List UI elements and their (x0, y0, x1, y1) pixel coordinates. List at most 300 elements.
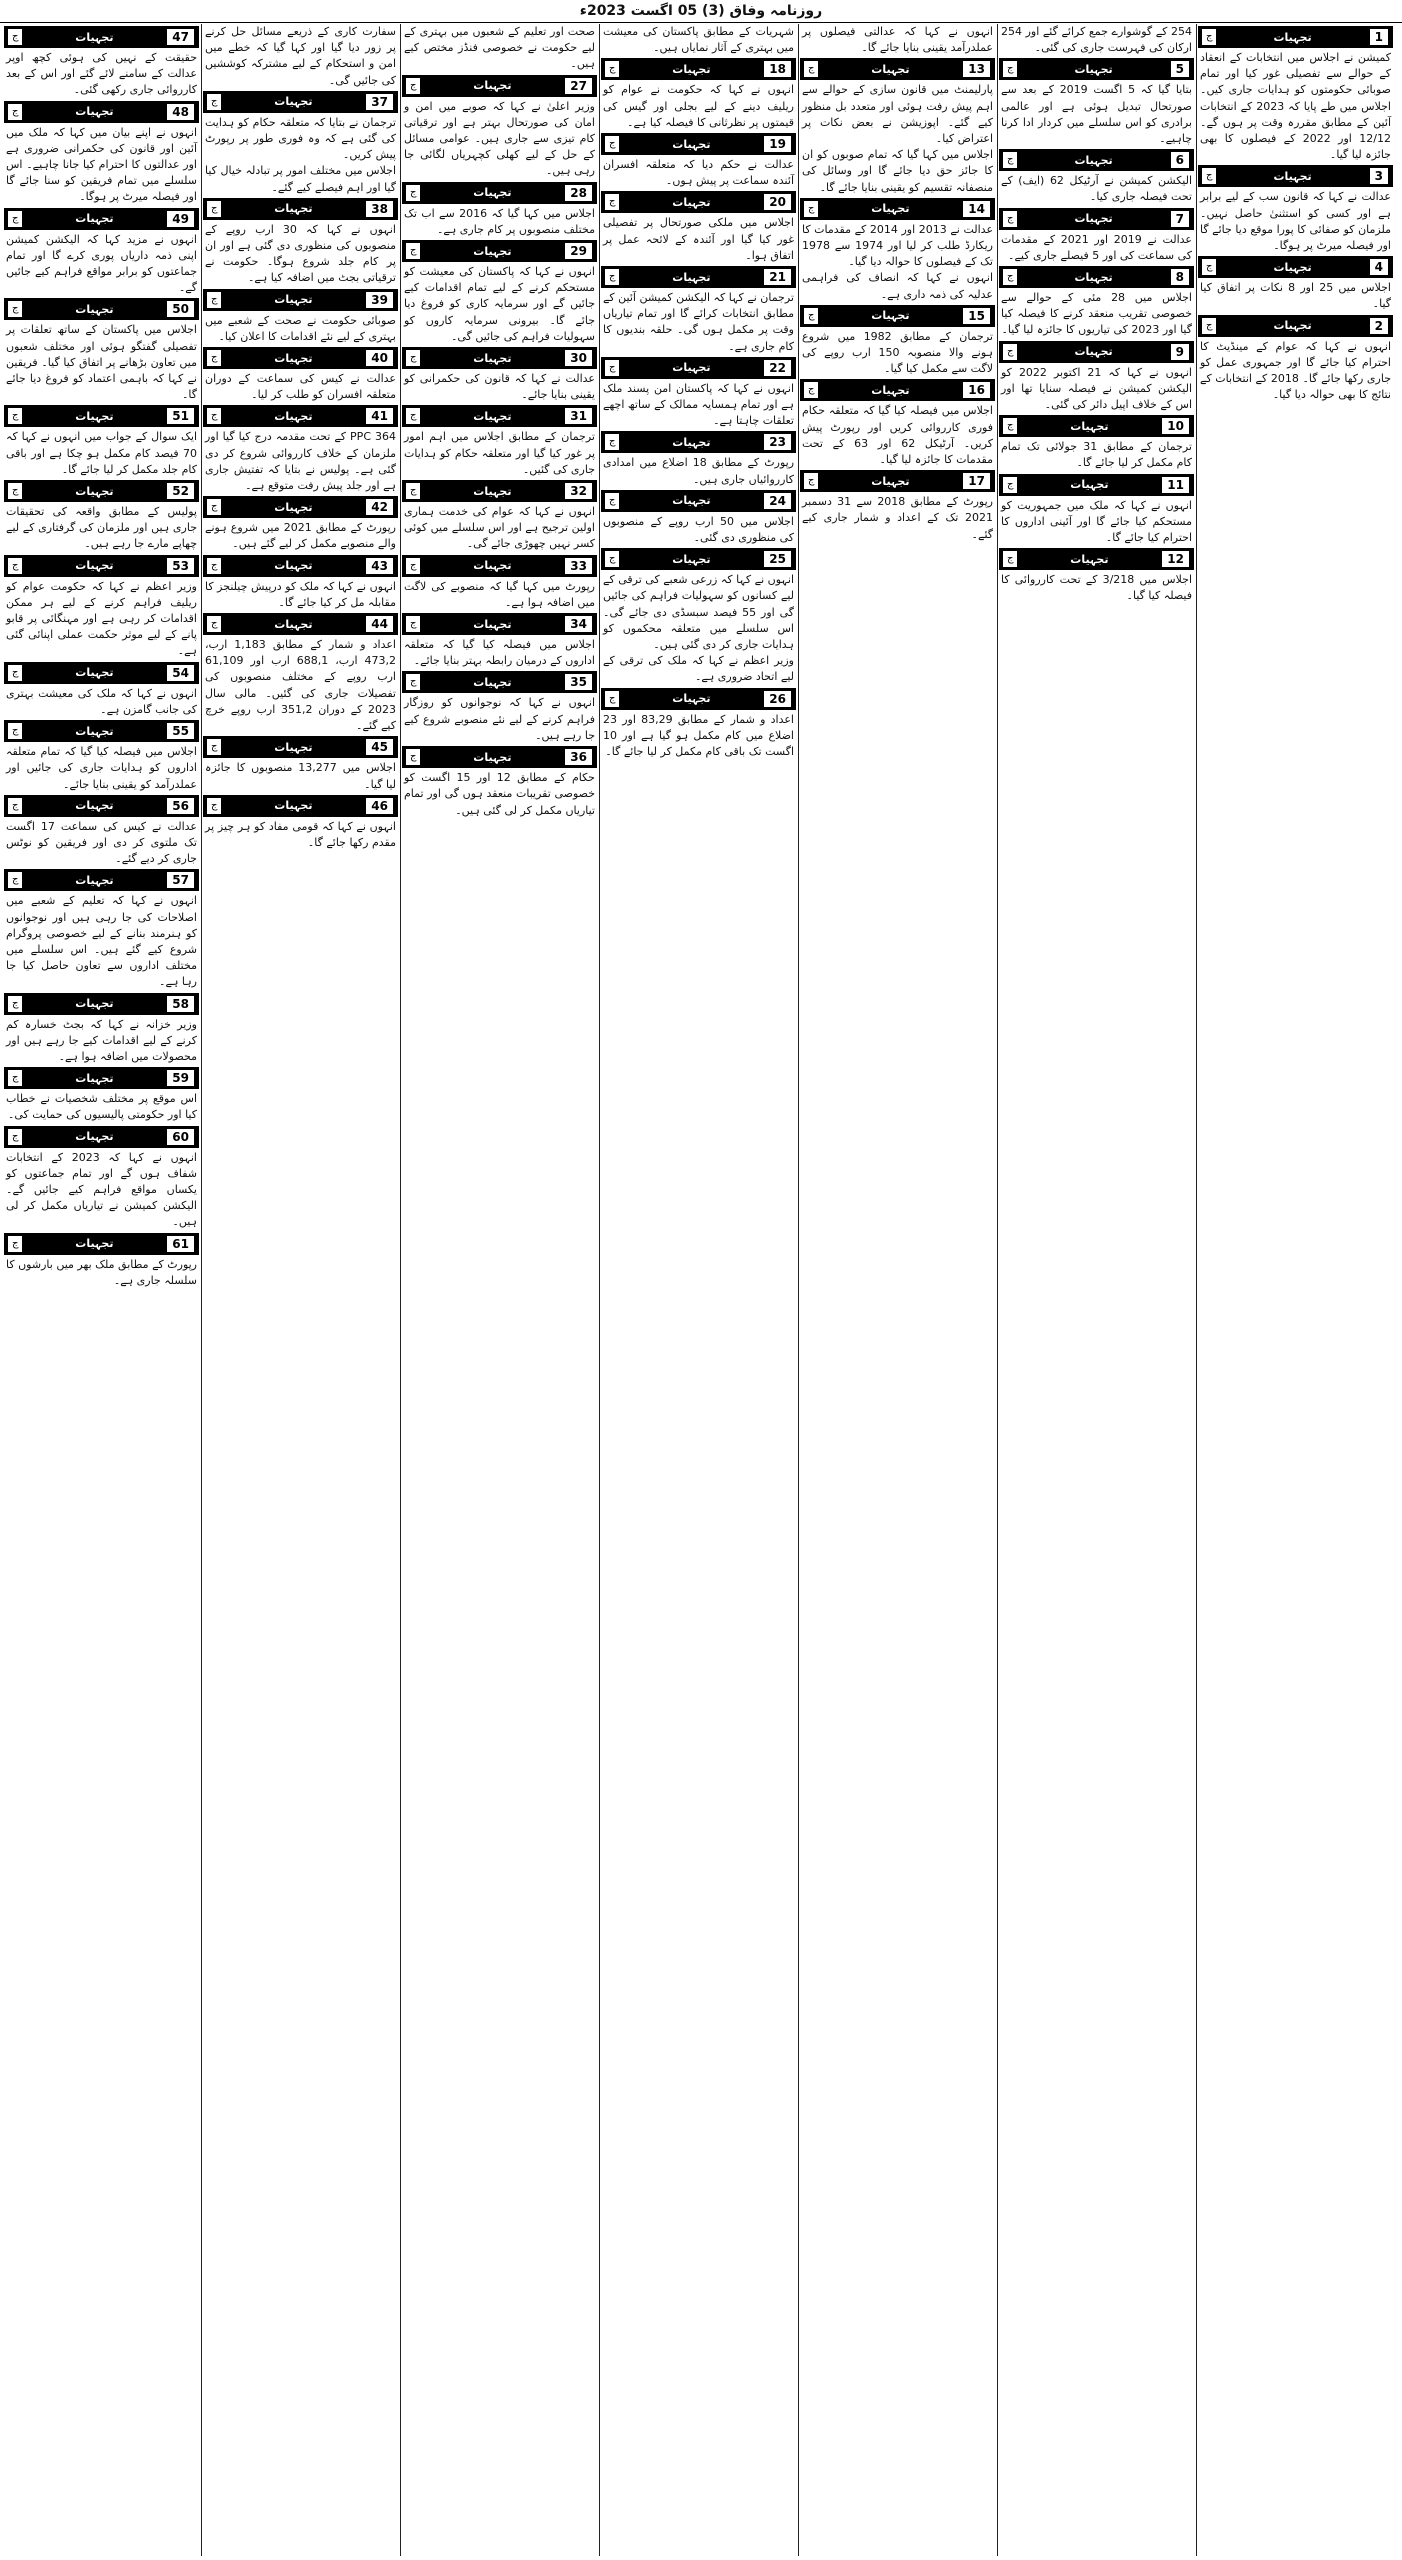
news-item-tag: ج (605, 493, 619, 509)
news-item-label: تجہیات (75, 105, 114, 119)
news-item-label: تجہیات (274, 293, 313, 307)
news-item-number: 51 (166, 407, 195, 425)
news-item-header (1198, 165, 1393, 187)
news-item-body: ترجمان نے بتایا کہ متعلقہ حکام کو ہدایت کی گئی ہے کہ وہ فوری طور پر رپورٹ پیش کریں۔ (205, 115, 396, 162)
news-item-tag: ج (207, 798, 221, 814)
news-item (601, 548, 796, 653)
news-item-number: 58 (166, 995, 195, 1013)
news-item-body: انہوں نے کہا کہ ملک کو درپیش چیلنجز کا مقابلہ مل کر کیا جائے گا۔ (205, 579, 396, 609)
news-item-header (1198, 26, 1393, 48)
news-item-body: انہوں نے کہا کہ ملک کی معیشت بہتری کی جانب گامزن ہے۔ (6, 686, 197, 716)
news-item-header (601, 548, 796, 570)
news-item-label: تجہیات (75, 873, 114, 887)
news-item-header (402, 405, 597, 427)
news-column (402, 24, 597, 2556)
news-item-label: تجہیات (672, 270, 711, 284)
news-item-label: تجہیات (274, 740, 313, 754)
news-item-header (402, 746, 597, 768)
news-item (999, 24, 1194, 56)
news-item-tag: ج (8, 798, 22, 814)
news-item (601, 24, 796, 56)
news-item (4, 869, 199, 990)
news-item-tag: ج (207, 350, 221, 366)
news-item-body: عدالت نے کہا کہ قانون کی حکمرانی کو یقینی بنایا جائے۔ (404, 372, 595, 402)
news-item-header (402, 555, 597, 577)
news-item-header (402, 613, 597, 635)
news-item-label: تجہیات (75, 1071, 114, 1085)
news-item-number: 34 (564, 615, 593, 633)
news-item-label: تجہیات (274, 799, 313, 813)
news-item-tag: ج (605, 434, 619, 450)
news-item-label: تجہیات (672, 62, 711, 76)
news-item-number: 5 (1170, 60, 1190, 78)
news-item-body: ترجمان نے کہا کہ الیکشن کمیشن آئین کے مطابق انتخابات کرائے گا اور تمام تیاریاں وقت پر مکمل ہوں گی۔ حلقہ بندیوں کا کام جاری ہے۔ (602, 291, 794, 353)
column-divider (1196, 24, 1197, 2556)
news-item-label: تجہیات (274, 500, 313, 514)
news-item-number: 21 (763, 268, 792, 286)
news-item-number: 4 (1369, 258, 1389, 276)
news-item-number: 61 (166, 1235, 195, 1253)
news-item (203, 91, 398, 164)
news-item-label: تجہیات (75, 666, 114, 680)
news-item-label: تجہیات (1273, 319, 1312, 333)
news-item-tag: ج (8, 211, 22, 227)
news-item-tag: ج (804, 473, 818, 489)
news-item (402, 75, 597, 180)
news-item-label: تجہیات (672, 195, 711, 209)
news-item (402, 182, 597, 238)
news-item-body: الیکشن کمیشن نے آرٹیکل 62 (ایف) کے تحت فیصلہ جاری کیا۔ (1001, 174, 1192, 204)
news-item-tag: ج (207, 292, 221, 308)
news-item-header (4, 101, 199, 123)
news-item-body: ترجمان کے مطابق 1982 میں شروع ہونے والا منصوبہ 150 ارب روپے کی لاگت سے مکمل کیا گیا۔ (802, 329, 993, 376)
news-item (601, 357, 796, 430)
news-item-header (4, 1126, 199, 1148)
news-item-header (800, 379, 995, 401)
news-item-body: عدالت نے 2019 اور 2021 کے مقدمات کی سماعت کی اور 5 فیصلے جاری کیے۔ (1001, 232, 1192, 262)
news-item-tag: ج (406, 350, 420, 366)
news-item-number: 10 (1161, 417, 1190, 435)
news-item-label: تجہیات (473, 484, 512, 498)
news-item-number: 40 (365, 349, 394, 367)
news-item-body: اجلاس میں ملکی صورتحال پر تفصیلی غور کیا گیا اور آئندہ کے لائحہ عمل پر اتفاق ہوا۔ (603, 216, 794, 262)
news-item-label: تجہیات (871, 383, 910, 397)
news-item (601, 653, 796, 685)
news-item-number: 37 (365, 93, 394, 111)
news-item-label: تجہیات (274, 95, 313, 109)
news-item-label: تجہیات (1074, 270, 1113, 284)
news-item-tag: ج (1003, 477, 1017, 493)
news-item-number: 12 (1161, 550, 1190, 568)
news-item-body: رپورٹ کے مطابق ملک بھر میں بارشوں کا سلسلہ جاری ہے۔ (6, 1257, 197, 1287)
news-item-body: 254 کے گوشوارے جمع کرائے گئے اور 254 ارکان کی فہرست جاری کی گئی۔ (1001, 25, 1192, 55)
news-item-body: عدالت نے کیس کی سماعت کے دوران متعلقہ افسران کو طلب کر لیا۔ (205, 372, 396, 402)
news-item-header (999, 474, 1194, 496)
news-item-tag: ج (8, 301, 22, 317)
news-item-body: رپورٹ کے مطابق 2018 سے 31 دسمبر 2021 تک کے اعداد و شمار جاری کیے گئے۔ (802, 495, 993, 541)
news-item-body: بتایا گیا کہ 5 اگست 2019 کے بعد سے صورتحال تبدیل ہوئی ہے اور عالمی برادری کو اس سلسلے میں کردار ادا کرنا چاہیے۔ (1001, 83, 1192, 146)
news-item (4, 208, 199, 297)
news-item-header (4, 720, 199, 742)
news-item (402, 405, 597, 478)
news-item (4, 1067, 199, 1123)
news-item-label: تجہیات (75, 799, 114, 813)
news-item (800, 147, 995, 196)
news-item-body: سفارت کاری کے ذریعے مسائل حل کرنے پر زور دیا گیا اور کہا گیا کہ خطے میں امن و استحکام کے لیے مشترکہ کوششیں کی جائیں گی۔ (205, 25, 396, 87)
news-item-body: پارلیمنٹ میں قانون سازی کے حوالے سے اہم پیش رفت ہوئی اور متعدد بل منظور کیے گئے۔ اپوزیشن نے بعض نکات پر اعتراض کیا۔ (802, 83, 993, 146)
news-item-number: 14 (962, 200, 991, 218)
news-item-body: وزیر خزانہ نے کہا کہ بجٹ خسارہ کم کرنے کے لیے اقدامات کیے جا رہے ہیں اور محصولات میں اضافہ ہوا ہے۔ (6, 1017, 197, 1063)
news-item-header (800, 198, 995, 220)
news-item-body: انہوں نے کہا کہ عدالتی فیصلوں پر عملدرآمد یقینی بنایا جائے گا۔ (802, 25, 993, 55)
news-item-tag: ج (8, 665, 22, 681)
news-item-label: تجہیات (75, 724, 114, 738)
news-item-body: انہوں نے کہا کہ 21 اکتوبر 2022 کو الیکشن کمیشن نے فیصلہ سنایا تھا اور اس کے خلاف اپیل دائر کی گئی۔ (1001, 365, 1192, 412)
news-item (1198, 256, 1393, 312)
news-item-header (999, 415, 1194, 437)
news-item-number: 59 (166, 1069, 195, 1087)
news-item-body: اجلاس میں فیصلہ کیا گیا کہ متعلقہ اداروں کے درمیان رابطہ بہتر بنایا جائے۔ (404, 638, 595, 668)
news-item-body: اجلاس میں مختلف امور پر تبادلہ خیال کیا گیا اور اہم فیصلے کیے گئے۔ (205, 164, 396, 194)
news-item-body: انہوں نے کہا کہ عوام کی خدمت ہماری اولین ترجیح ہے اور اس سلسلے میں کوئی کسر نہیں چھوڑی جائے گی۔ (404, 505, 595, 551)
news-item-body: ایک سوال کے جواب میں انہوں نے کہا کہ 70 فیصد کام مکمل ہو چکا ہے اور باقی کام جلد مکمل کر لیا جائے گا۔ (6, 430, 197, 476)
news-item-tag: ج (406, 243, 420, 259)
news-item-body: اجلاس میں 25 اور 8 نکات پر اتفاق کیا گیا۔ (1200, 281, 1391, 311)
news-item-number: 38 (365, 200, 394, 218)
news-item-tag: ج (1003, 152, 1017, 168)
news-item (999, 58, 1194, 147)
news-item-number: 11 (1161, 476, 1190, 494)
news-item-tag: ج (8, 29, 22, 45)
news-item-number: 60 (166, 1128, 195, 1146)
news-item-header (203, 198, 398, 220)
news-item-body: وزیر اعظم نے کہا کہ ملک کی ترقی کے لیے اتحاد ضروری ہے۔ (603, 654, 794, 684)
news-item (4, 555, 199, 660)
news-item (4, 993, 199, 1066)
news-item-header (4, 662, 199, 684)
news-item-number: 3 (1369, 167, 1389, 185)
news-item-body: عدالت نے کہا کہ قانون سب کے لیے برابر ہے اور کسی کو استثنیٰ حاصل نہیں۔ ملزمان کو صفائی کا پورا موقع دیا جائے گا اور فیصلہ میرٹ پر ہوگا۔ (1200, 190, 1391, 253)
news-item-label: تجہیات (871, 62, 910, 76)
news-item-tag: ج (804, 61, 818, 77)
news-item-number: 6 (1170, 151, 1190, 169)
news-item-number: 57 (166, 871, 195, 889)
news-item-number: 49 (166, 210, 195, 228)
news-item-number: 33 (564, 557, 593, 575)
news-item-label: تجہیات (672, 361, 711, 375)
news-item-tag: ج (8, 483, 22, 499)
news-item-label: تجہیات (1070, 552, 1109, 566)
news-item-tag: ج (8, 1236, 22, 1252)
news-item-body: انہوں نے کہا کہ انصاف کی فراہمی عدلیہ کی ذمہ داری ہے۔ (802, 271, 993, 301)
news-item-header (203, 736, 398, 758)
news-item-body: انہوں نے کہا کہ 30 ارب روپے کے منصوبوں کی منظوری دی گئی ہے اور ان پر کام جلد شروع ہوگا۔ حکومت نے ترقیاتی بجٹ میں اضافہ کیا ہے۔ (205, 222, 396, 285)
news-item (402, 240, 597, 345)
news-item-body: انہوں نے کہا کہ حکومت نے عوام کو ریلیف دینے کے لیے بجلی اور گیس کی قیمتوں پر نظرثانی کا فیصلہ کیا ہے۔ (603, 83, 794, 129)
news-item-tag: ج (1003, 551, 1017, 567)
news-item-number: 45 (365, 738, 394, 756)
news-item-number: 20 (763, 193, 792, 211)
news-item-header (4, 795, 199, 817)
news-item (203, 289, 398, 345)
news-item-number: 47 (166, 28, 195, 46)
news-item-label: تجہیات (274, 617, 313, 631)
news-column (1198, 24, 1393, 2556)
news-item-label: تجہیات (274, 409, 313, 423)
news-item (601, 431, 796, 487)
news-item (4, 662, 199, 718)
news-item-header (4, 993, 199, 1015)
news-item-tag: ج (8, 872, 22, 888)
news-item (601, 490, 796, 546)
news-item-label: تجہیات (75, 559, 114, 573)
news-item-tag: ج (1003, 418, 1017, 434)
news-item-header (402, 240, 597, 262)
news-item-number: 22 (763, 359, 792, 377)
news-item-header (601, 688, 796, 710)
news-item-label: تجہیات (75, 30, 114, 44)
news-item-body: انہوں نے کہا کہ 2023 کے انتخابات شفاف ہوں گے اور تمام جماعتوں کو یکساں مواقع فراہم کیے جائیں گے۔ الیکشن کمیشن نے تیاریاں مکمل کر لی ہیں۔ (6, 1150, 197, 1229)
news-item-number: 7 (1170, 210, 1190, 228)
news-item-body: وزیر اعظم نے کہا کہ حکومت عوام کو ریلیف فراہم کرنے کے لیے ہر ممکن اقدامات کر رہی ہے اور مہنگائی پر قابو پانے کے لیے موثر حکمت عملی اپنائی گئی ہے۔ (6, 579, 197, 658)
news-item-label: تجہیات (473, 750, 512, 764)
news-item-header (402, 347, 597, 369)
news-item-body: عدالت نے کیس کی سماعت 17 اگست تک ملتوی کر دی اور فریقین کو نوٹس جاری کر دیے گئے۔ (6, 819, 197, 866)
news-item (601, 688, 796, 761)
news-item-body: اجلاس میں کہا گیا کہ 2016 سے اب تک مختلف منصوبوں پر کام جاری ہے۔ (404, 206, 595, 236)
news-item-body: انہوں نے کہا کہ تعلیم کے شعبے میں اصلاحات کی جا رہی ہیں اور نوجوانوں کو ہنرمند بنانے کے لیے خصوصی پروگرام شروع کیے گئے ہیں۔ اس سلسلے میں مختلف اداروں سے تعاون حاصل کیا جا رہا ہے۔ (6, 894, 197, 989)
news-item-label: تجہیات (473, 675, 512, 689)
news-item-body: رپورٹ کے مطابق 18 اضلاع میں امدادی کارروائیاں جاری ہیں۔ (603, 456, 794, 486)
news-item-body: کمیشن نے اجلاس میں انتخابات کے انعقاد کے حوالے سے تفصیلی غور کیا اور تمام صوبائی حکومتوں کو ہدایات جاری کیں۔ اجلاس میں طے پایا کہ 2023 کے انتخابات آئین کے مطابق مقررہ وقت پر ہوں گے۔ 12/12 اور 2022 کے فیصلوں کا بھی جائزہ لیا گیا۔ (1200, 51, 1391, 162)
news-item-number: 18 (763, 60, 792, 78)
news-item-number: 28 (564, 184, 593, 202)
news-item-tag: ج (406, 674, 420, 690)
news-item (402, 671, 597, 744)
news-item (203, 24, 398, 89)
news-item-tag: ج (605, 194, 619, 210)
news-item-number: 55 (166, 722, 195, 740)
news-item (203, 347, 398, 403)
news-item-tag: ج (605, 269, 619, 285)
news-item (203, 198, 398, 287)
news-item-label: تجہیات (1074, 212, 1113, 226)
news-item (999, 208, 1194, 264)
news-item-label: تجہیات (274, 559, 313, 573)
news-item-header (800, 470, 995, 492)
news-item-label: تجہیات (75, 1130, 114, 1144)
news-item-label: تجہیات (473, 351, 512, 365)
news-item (800, 24, 995, 56)
news-item (203, 736, 398, 792)
news-item (203, 405, 398, 494)
news-item-label: تجہیات (473, 617, 512, 631)
news-item-header (601, 133, 796, 155)
news-item-label: تجہیات (473, 559, 512, 573)
news-item-body: انہوں نے کہا کہ نوجوانوں کو روزگار فراہم کرنے کے لیے نئے منصوبے شروع کیے جا رہے ہیں۔ (404, 696, 595, 742)
news-item (800, 270, 995, 302)
news-item-header (402, 75, 597, 97)
column-divider (201, 24, 202, 2556)
news-item-header (999, 208, 1194, 230)
news-item-header (203, 289, 398, 311)
news-item (4, 405, 199, 478)
news-item-body: رپورٹ میں کہا گیا کہ منصوبے کی لاگت میں اضافہ ہوا ہے۔ (404, 579, 595, 609)
news-item (4, 1233, 199, 1289)
column-divider (798, 24, 799, 2556)
news-item-body: انہوں نے کہا کہ پاکستان امن پسند ملک ہے اور تمام ہمسایہ ممالک کے ساتھ اچھے تعلقات چاہتا ہے۔ (603, 381, 794, 428)
news-item-label: تجہیات (672, 494, 711, 508)
news-item-label: تجہیات (75, 212, 114, 226)
news-item (4, 298, 199, 403)
news-item-label: تجہیات (473, 186, 512, 200)
news-item-number: 31 (564, 407, 593, 425)
news-item-tag: ج (8, 408, 22, 424)
news-item-tag: ج (605, 360, 619, 376)
news-item-number: 35 (564, 673, 593, 691)
news-item-number: 9 (1170, 343, 1190, 361)
news-item-body: اجلاس میں 28 مئی کے حوالے سے خصوصی تقریب منعقد کرنے کا فیصلہ کیا گیا اور 2023 کی تیاریوں کا جائزہ لیا گیا۔ (1001, 291, 1192, 337)
news-column (999, 24, 1194, 2556)
news-item-body: حکام کے مطابق 12 اور 15 اگست کو خصوصی تقریبات منعقد ہوں گی اور تمام تیاریاں مکمل کر لی گئی ہیں۔ (404, 771, 595, 817)
news-item (203, 496, 398, 552)
news-item-header (800, 58, 995, 80)
news-item (1198, 165, 1393, 254)
news-item-header (4, 298, 199, 320)
news-item-label: تجہیات (75, 409, 114, 423)
news-item-body: شہریات کے مطابق پاکستان کی معیشت میں بہتری کے آثار نمایاں ہیں۔ (603, 25, 794, 55)
news-item-tag: ج (804, 201, 818, 217)
news-item-number: 41 (365, 407, 394, 425)
news-item-header (203, 347, 398, 369)
news-item (999, 415, 1194, 471)
news-item-header (4, 869, 199, 891)
news-item-tag: ج (207, 94, 221, 110)
news-item-tag: ج (207, 558, 221, 574)
news-item-tag: ج (1202, 29, 1216, 45)
news-item (999, 341, 1194, 414)
news-item (4, 1126, 199, 1231)
news-item (402, 555, 597, 611)
news-item-label: تجہیات (473, 79, 512, 93)
news-item (402, 613, 597, 669)
news-item (4, 480, 199, 553)
news-item (800, 58, 995, 147)
news-column (800, 24, 995, 2556)
news-item-body: اجلاس میں پاکستان کے ساتھ تعلقات پر تفصیلی گفتگو ہوئی اور مختلف شعبوں میں تعاون بڑھانے پر اتفاق کیا گیا۔ فریقین نے کہا کہ باہمی اعتماد کو فروغ دیا جائے گا۔ (6, 323, 197, 402)
news-item-number: 44 (365, 615, 394, 633)
news-item-header (203, 496, 398, 518)
news-item (999, 548, 1194, 604)
news-item (402, 746, 597, 819)
news-item-number: 46 (365, 797, 394, 815)
news-item-number: 50 (166, 300, 195, 318)
news-item-body: اجلاس میں 3/218 کے تحت کارروائی کا فیصلہ کیا گیا۔ (1001, 573, 1192, 603)
news-item-number: 2 (1369, 317, 1389, 335)
news-item-header (4, 26, 199, 48)
news-item-tag: ج (406, 616, 420, 632)
news-item-number: 36 (564, 748, 593, 766)
news-item-label: تجہیات (75, 997, 114, 1011)
news-item-header (402, 182, 597, 204)
news-item-number: 29 (564, 242, 593, 260)
news-item-tag: ج (804, 382, 818, 398)
news-item-tag: ج (605, 136, 619, 152)
news-item-header (4, 480, 199, 502)
news-item-tag: ج (1202, 318, 1216, 334)
news-item-label: تجہیات (473, 409, 512, 423)
news-item-body: اجلاس میں 50 ارب روپے کے منصوبوں کی منظوری دی گئی۔ (603, 514, 794, 545)
news-item-tag: ج (8, 104, 22, 120)
news-item-tag: ج (406, 483, 420, 499)
news-item (999, 149, 1194, 205)
news-item-header (203, 613, 398, 635)
news-item-number: 32 (564, 482, 593, 500)
news-item-number: 24 (763, 492, 792, 510)
news-item-number: 16 (962, 381, 991, 399)
news-item-number: 56 (166, 797, 195, 815)
news-item-label: تجہیات (75, 302, 114, 316)
news-item-label: تجہیات (1074, 345, 1113, 359)
news-item-header (402, 671, 597, 693)
news-item-header (402, 480, 597, 502)
news-item-tag: ج (207, 408, 221, 424)
news-item-tag: ج (1202, 259, 1216, 275)
news-item-label: تجہیات (1273, 30, 1312, 44)
news-item-body: انہوں نے کہا کہ قومی مفاد کو ہر چیز پر مقدم رکھا جائے گا۔ (205, 819, 396, 849)
news-item-number: 43 (365, 557, 394, 575)
newspaper-masthead: روزنامہ وفاق (3) 05 اگست 2023ء (0, 0, 1402, 23)
news-item-header (601, 431, 796, 453)
news-item-number: 17 (962, 472, 991, 490)
news-item-label: تجہیات (871, 474, 910, 488)
news-item-body: انہوں نے مزید کہا کہ الیکشن کمیشن اپنی ذمہ داریاں پوری کرے گا اور تمام جماعتوں کو برابر مواقع فراہم کیے جائیں گے۔ (6, 232, 197, 295)
news-item (1198, 315, 1393, 404)
news-item-number: 8 (1170, 268, 1190, 286)
news-item-header (999, 58, 1194, 80)
news-item-number: 48 (166, 103, 195, 121)
news-item-header (4, 405, 199, 427)
news-item-header (4, 555, 199, 577)
news-item-header (1198, 315, 1393, 337)
news-item-number: 54 (166, 664, 195, 682)
news-item-tag: ج (8, 558, 22, 574)
news-item-label: تجہیات (473, 244, 512, 258)
news-item-body: عدالت نے 2013 اور 2014 کے مقدمات کا ریکارڈ طلب کر لیا اور 1974 سے 1978 تک کے فیصلوں کا حوالہ دیا گیا۔ (802, 222, 994, 269)
news-item-number: 27 (564, 77, 593, 95)
news-item-body: انہوں نے کہا کہ ملک میں جمہوریت کو مستحکم کیا جائے گا اور آئینی اداروں کا احترام کیا جائے گا۔ (1001, 498, 1192, 545)
news-item-number: 25 (763, 550, 792, 568)
news-column (4, 24, 199, 2556)
news-item (601, 58, 796, 131)
news-item-body: PPC 364 کے تحت مقدمہ درج کیا گیا اور ملزمان کے خلاف کارروائی شروع کر دی گئی ہے۔ پولیس نے بتایا کہ تفتیش جاری ہے اور جلد پیش رفت متوقع ہے۔ (205, 430, 396, 493)
news-item-header (4, 1233, 199, 1255)
column-divider (400, 24, 401, 2556)
news-item-tag: ج (1003, 211, 1017, 227)
news-item-label: تجہیات (1074, 62, 1113, 76)
news-item (601, 191, 796, 264)
news-item (402, 480, 597, 553)
news-item-tag: ج (207, 201, 221, 217)
news-item-header (4, 208, 199, 230)
news-item-header (999, 548, 1194, 570)
news-item-body: انہوں نے کہا کہ پاکستان کی معیشت کو مستحکم کرنے کے لیے تمام اقدامات کیے جائیں گے اور سرمایہ کاری کو فروغ دیا جائے گا۔ بیرونی سرمایہ کاروں کو سہولیات فراہم کی جائیں گی۔ (404, 265, 595, 343)
news-item-number: 42 (365, 498, 394, 516)
news-item (800, 305, 995, 378)
news-item-label: تجہیات (1273, 260, 1312, 274)
news-item-label: تجہیات (672, 435, 711, 449)
news-item-label: تجہیات (871, 202, 910, 216)
